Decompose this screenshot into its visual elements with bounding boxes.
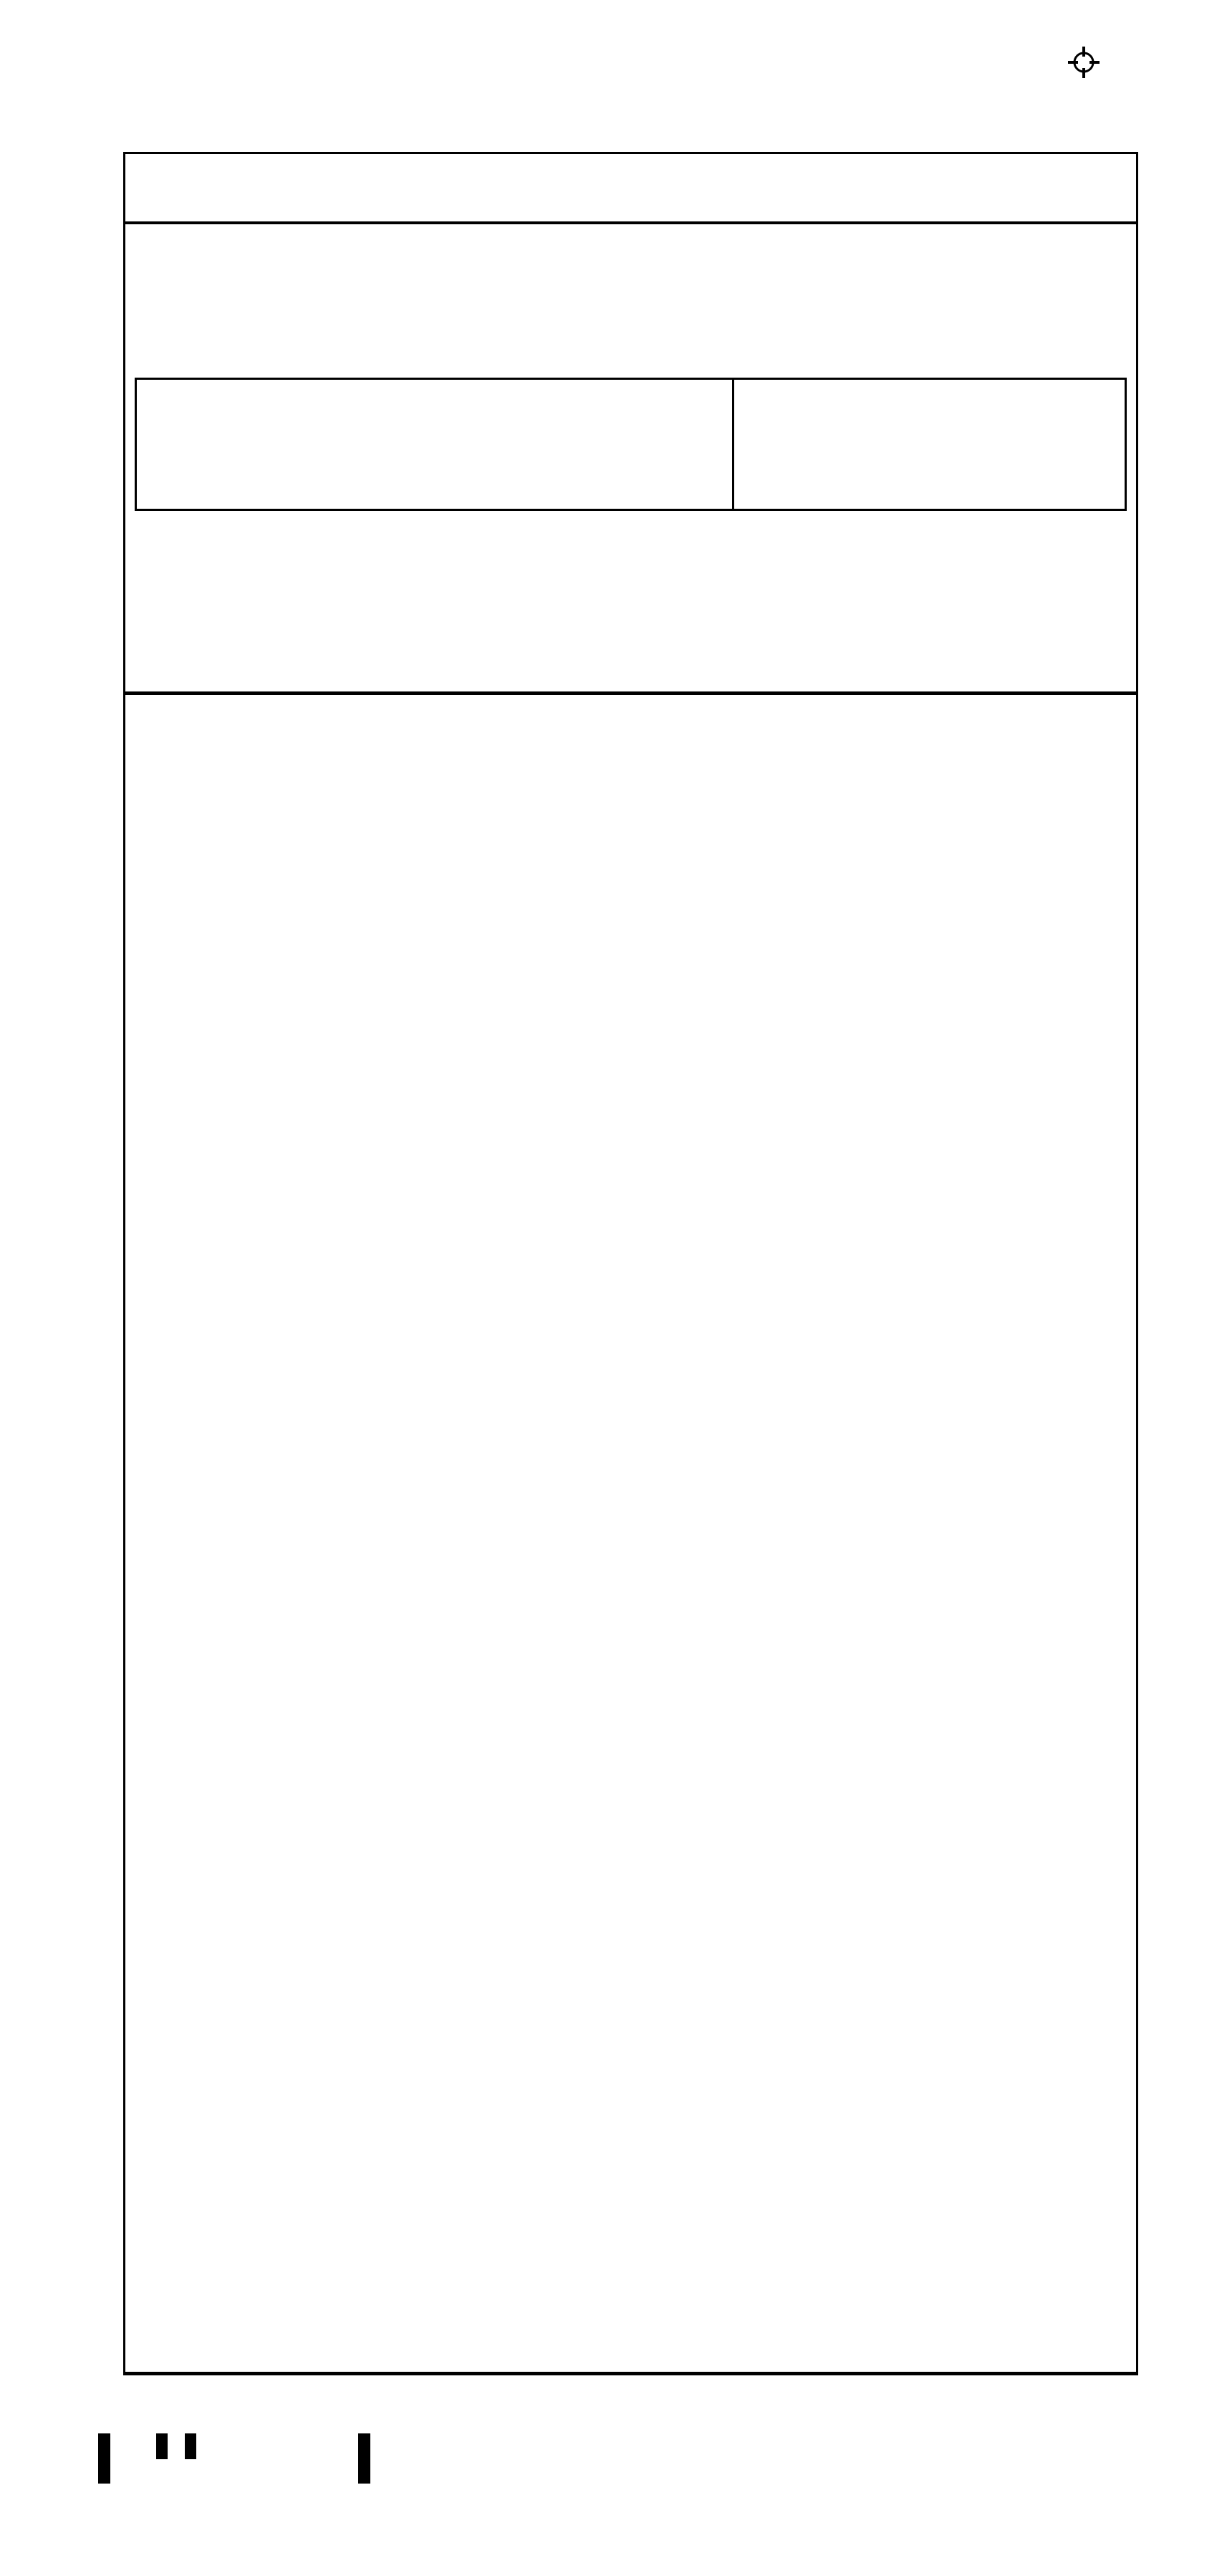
county-header [125, 154, 1136, 224]
title-section [125, 224, 1136, 358]
ballot-main-box [123, 152, 1138, 2375]
registration-crosshair-icon [1066, 44, 1102, 80]
to-vote-cell [137, 380, 734, 509]
warning-cell [734, 380, 1125, 509]
bottom-center-tall-bar [358, 2433, 370, 2484]
contest-area [125, 691, 1136, 2372]
instructions-box [135, 378, 1127, 511]
instructions-label [125, 358, 1136, 378]
bottom-left-short-bar [185, 2433, 196, 2459]
bottom-left-tall-bar [98, 2433, 110, 2484]
bottom-left-short-bar [156, 2433, 168, 2459]
mistake-instructions [125, 511, 1136, 691]
